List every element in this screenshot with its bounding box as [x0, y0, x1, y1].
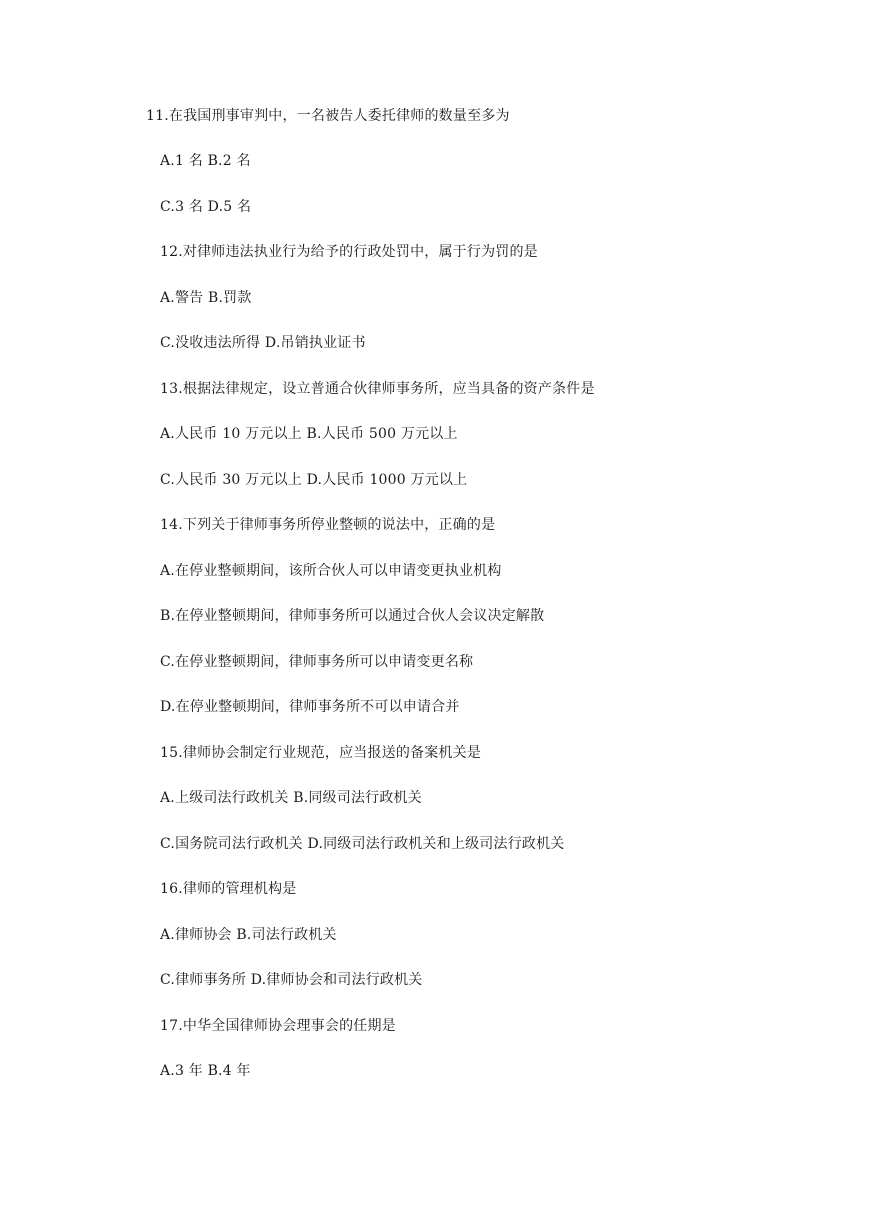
question-16: 16.律师的管理机构是 [160, 881, 297, 897]
question-14-option-a: A.在停业整顿期间，该所合伙人可以申请变更执业机构 [160, 563, 502, 579]
question-13-options-cd: C.人民币 30 万元以上 D.人民币 1000 万元以上 [160, 472, 468, 488]
question-13-options-ab: A.人民币 10 万元以上 B.人民币 500 万元以上 [160, 426, 458, 442]
question-13: 13.根据法律规定，设立普通合伙律师事务所，应当具备的资产条件是 [160, 381, 595, 397]
question-11-options-ab: A.1 名 B.2 名 [160, 153, 251, 169]
question-17-options-ab: A.3 年 B.4 年 [160, 1063, 251, 1079]
question-17: 17.中华全国律师协会理事会的任期是 [160, 1018, 396, 1034]
question-11: 11.在我国刑事审判中，一名被告人委托律师的数量至多为 [146, 108, 510, 124]
question-12-options-cd: C.没收违法所得 D.吊销执业证书 [160, 335, 366, 351]
question-14-option-d: D.在停业整顿期间，律师事务所不可以申请合并 [160, 699, 460, 715]
question-15-options-cd: C.国务院司法行政机关 D.同级司法行政机关和上级司法行政机关 [160, 836, 565, 852]
question-15-options-ab: A.上级司法行政机关 B.同级司法行政机关 [160, 790, 422, 806]
question-12-options-ab: A.警告 B.罚款 [160, 290, 252, 306]
question-16-options-ab: A.律师协会 B.司法行政机关 [160, 927, 337, 943]
question-14: 14.下列关于律师事务所停业整顿的说法中，正确的是 [160, 517, 496, 533]
question-12: 12.对律师违法执业行为给予的行政处罚中，属于行为罚的是 [160, 244, 538, 260]
question-16-options-cd: C.律师事务所 D.律师协会和司法行政机关 [160, 972, 423, 988]
question-11-options-cd: C.3 名 D.5 名 [160, 199, 252, 215]
question-14-option-b: B.在停业整顿期间，律师事务所可以通过合伙人会议决定解散 [160, 608, 545, 624]
question-14-option-c: C.在停业整顿期间，律师事务所可以申请变更名称 [160, 654, 474, 670]
question-15: 15.律师协会制定行业规范，应当报送的备案机关是 [160, 745, 482, 761]
